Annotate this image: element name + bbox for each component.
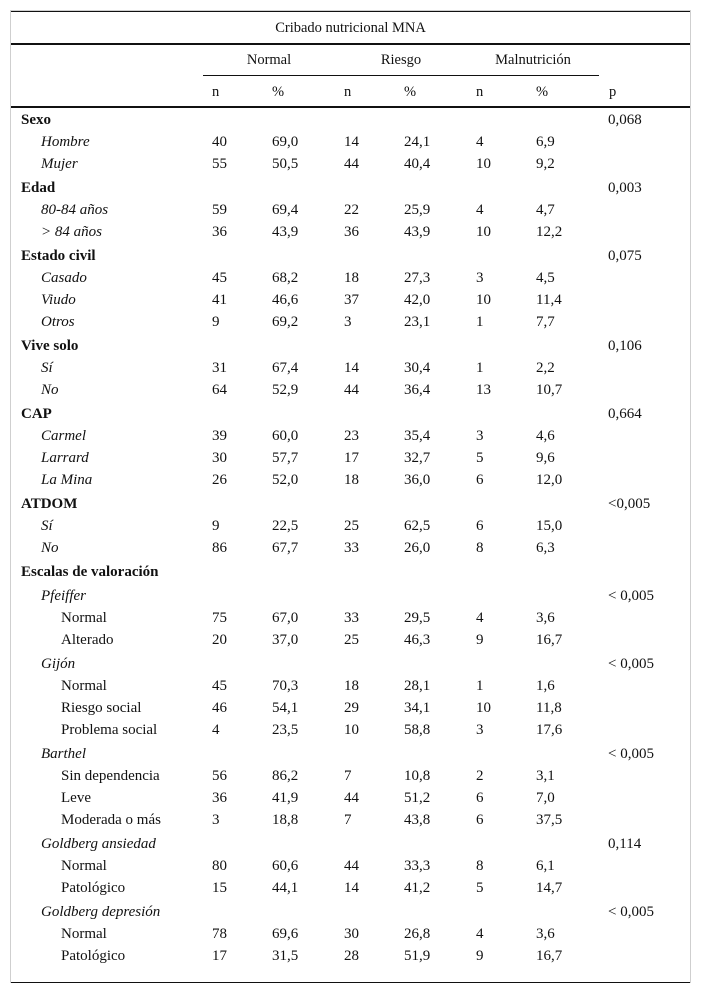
row-label: Patológico <box>61 880 126 896</box>
table-cell: 68,2 <box>272 270 299 286</box>
table-cell: 3 <box>212 812 220 828</box>
table-cell: 67,7 <box>272 540 299 556</box>
p-value: < 0,005 <box>608 588 654 604</box>
table-cell: 31 <box>212 360 227 376</box>
row-label: Estado civil <box>21 248 96 264</box>
p-value-header: p <box>609 84 617 100</box>
p-value: <0,005 <box>608 496 651 512</box>
table-cell: 18 <box>344 270 359 286</box>
table-cell: 4,5 <box>536 270 555 286</box>
table-cell: 13 <box>476 382 491 398</box>
table-cell: 10,8 <box>404 768 431 784</box>
table-cell: 15 <box>212 880 227 896</box>
table-cell: 70,3 <box>272 678 299 694</box>
table-cell: 37,0 <box>272 632 299 648</box>
table-cell: 10 <box>476 700 491 716</box>
table-cell: 5 <box>476 880 484 896</box>
table-cell: 52,9 <box>272 382 299 398</box>
table-cell: 37,5 <box>536 812 563 828</box>
table-cell: 6 <box>476 518 484 534</box>
table-cell: 36 <box>212 224 227 240</box>
table-cell: 64 <box>212 382 227 398</box>
table-cell: 9 <box>212 314 220 330</box>
table-cell: 6 <box>476 790 484 806</box>
table-cell: 7 <box>344 768 352 784</box>
p-value: 0,068 <box>608 112 642 128</box>
table-cell: 1 <box>476 678 484 694</box>
row-label: Otros <box>41 314 75 330</box>
row-label: Hombre <box>41 134 90 150</box>
row-label: Gijón <box>41 656 76 672</box>
table-cell: 33 <box>344 540 359 556</box>
row-label: Alterado <box>61 632 114 648</box>
table-cell: 80 <box>212 858 227 874</box>
table-cell: 16,7 <box>536 632 563 648</box>
table-cell: 14 <box>344 134 359 150</box>
table-cell: 8 <box>476 540 484 556</box>
p-value: 0,106 <box>608 338 642 354</box>
table-cell: 14 <box>344 360 359 376</box>
table-cell: 10 <box>476 292 491 308</box>
table-cell: 36 <box>212 790 227 806</box>
table-cell: 69,0 <box>272 134 299 150</box>
group-rule <box>203 75 599 76</box>
bottom-rule <box>11 982 690 983</box>
table-cell: 3 <box>476 270 484 286</box>
table-cell: 6,3 <box>536 540 555 556</box>
table-cell: 11,4 <box>536 292 562 308</box>
table-cell: 30 <box>212 450 227 466</box>
table-container <box>10 10 691 983</box>
table-cell: 33 <box>344 610 359 626</box>
table-cell: 46 <box>212 700 227 716</box>
table-cell: 32,7 <box>404 450 431 466</box>
row-label: La Mina <box>41 472 93 488</box>
table-cell: 17,6 <box>536 722 563 738</box>
row-label: Barthel <box>41 746 86 762</box>
table-cell: 78 <box>212 926 227 942</box>
title-rule <box>11 43 690 45</box>
row-label: Escalas de valoración <box>21 564 159 580</box>
table-cell: 44 <box>344 858 359 874</box>
table-cell: 14 <box>344 880 359 896</box>
table-cell: 23,5 <box>272 722 299 738</box>
header-rule <box>11 106 690 108</box>
p-value: < 0,005 <box>608 656 654 672</box>
table-cell: 9 <box>476 632 484 648</box>
row-label: Edad <box>21 180 56 196</box>
table-cell: 12,0 <box>536 472 563 488</box>
table-cell: 51,9 <box>404 948 431 964</box>
row-label: > 84 años <box>41 224 102 240</box>
table-cell: 46,6 <box>272 292 299 308</box>
row-label: No <box>41 540 59 556</box>
row-label: Goldberg ansiedad <box>41 836 156 852</box>
table-cell: 16,7 <box>536 948 563 964</box>
table-cell: 37 <box>344 292 359 308</box>
table-cell: 18 <box>344 472 359 488</box>
row-label: Normal <box>61 858 107 874</box>
table-cell: 40,4 <box>404 156 431 172</box>
table-cell: 69,4 <box>272 202 299 218</box>
table-cell: 41,9 <box>272 790 299 806</box>
table-cell: 7,0 <box>536 790 555 806</box>
table-cell: 75 <box>212 610 227 626</box>
table-cell: 28,1 <box>404 678 431 694</box>
table-cell: 23 <box>344 428 359 444</box>
row-label: Goldberg depresión <box>41 904 161 920</box>
table-cell: 4 <box>476 202 484 218</box>
table-cell: 6 <box>476 472 484 488</box>
table-cell: 56 <box>212 768 227 784</box>
table-cell: 41 <box>212 292 227 308</box>
group-header-riesgo: Riesgo <box>380 52 422 68</box>
subheader-cell: % <box>536 84 549 100</box>
p-value: 0,664 <box>608 406 642 422</box>
table-cell: 60,6 <box>272 858 299 874</box>
row-label: Problema social <box>61 722 158 738</box>
row-label: Vive solo <box>21 338 79 354</box>
table-cell: 18,8 <box>272 812 299 828</box>
group-header-normal: Normal <box>246 52 292 68</box>
table-cell: 3,6 <box>536 926 555 942</box>
table-cell: 24,1 <box>404 134 431 150</box>
table-cell: 26 <box>212 472 227 488</box>
table-cell: 3,1 <box>536 768 555 784</box>
table-cell: 10 <box>476 224 491 240</box>
table-cell: 7,7 <box>536 314 555 330</box>
subheader-cell: % <box>404 84 417 100</box>
row-label: Normal <box>61 926 107 942</box>
table-cell: 46,3 <box>404 632 431 648</box>
row-label: Normal <box>61 610 107 626</box>
table-cell: 3 <box>476 428 484 444</box>
table-cell: 9,6 <box>536 450 555 466</box>
table-cell: 44 <box>344 382 359 398</box>
table-cell: 23,1 <box>404 314 431 330</box>
table-cell: 52,0 <box>272 472 299 488</box>
table-cell: 29 <box>344 700 359 716</box>
table-cell: 9 <box>476 948 484 964</box>
table-cell: 57,7 <box>272 450 299 466</box>
row-label: Riesgo social <box>61 700 142 716</box>
table-cell: 9 <box>212 518 220 534</box>
table-cell: 22,5 <box>272 518 299 534</box>
table-cell: 14,7 <box>536 880 563 896</box>
table-cell: 59 <box>212 202 227 218</box>
row-label: Normal <box>61 678 107 694</box>
table-cell: 17 <box>344 450 359 466</box>
table-cell: 60,0 <box>272 428 299 444</box>
p-value: 0,075 <box>608 248 642 264</box>
subheader-cell: n <box>344 84 352 100</box>
table-cell: 11,8 <box>536 700 562 716</box>
table-cell: 43,8 <box>404 812 431 828</box>
table-cell: 4,7 <box>536 202 555 218</box>
table-cell: 5 <box>476 450 484 466</box>
p-value: < 0,005 <box>608 746 654 762</box>
table-cell: 69,6 <box>272 926 299 942</box>
table-cell: 45 <box>212 270 227 286</box>
row-label: Pfeiffer <box>41 588 86 604</box>
table-cell: 4,6 <box>536 428 555 444</box>
table-cell: 18 <box>344 678 359 694</box>
table-cell: 62,5 <box>404 518 431 534</box>
row-label: Leve <box>61 790 91 806</box>
table-cell: 9,2 <box>536 156 555 172</box>
table-cell: 58,8 <box>404 722 431 738</box>
table-cell: 44 <box>344 156 359 172</box>
table-cell: 34,1 <box>404 700 431 716</box>
table-cell: 3,6 <box>536 610 555 626</box>
table-cell: 86,2 <box>272 768 299 784</box>
table-cell: 45 <box>212 678 227 694</box>
table-cell: 10 <box>476 156 491 172</box>
table-cell: 54,1 <box>272 700 299 716</box>
row-label: Moderada o más <box>61 812 161 828</box>
table-cell: 20 <box>212 632 227 648</box>
table-cell: 25 <box>344 632 359 648</box>
table-cell: 26,0 <box>404 540 431 556</box>
group-header-malnutricion: Malnutrición <box>495 52 571 68</box>
table-cell: 1 <box>476 314 484 330</box>
table-cell: 55 <box>212 156 227 172</box>
table-cell: 17 <box>212 948 227 964</box>
table-cell: 33,3 <box>404 858 431 874</box>
table-cell: 25 <box>344 518 359 534</box>
table-cell: 10,7 <box>536 382 563 398</box>
table-cell: 67,4 <box>272 360 299 376</box>
row-label: Sexo <box>21 112 51 128</box>
subheader-cell: % <box>272 84 285 100</box>
table-cell: 28 <box>344 948 359 964</box>
table-cell: 39 <box>212 428 227 444</box>
row-label: Casado <box>41 270 87 286</box>
row-label: Mujer <box>41 156 78 172</box>
row-label: Larrard <box>41 450 89 466</box>
table-cell: 26,8 <box>404 926 431 942</box>
row-label: Sin dependencia <box>61 768 160 784</box>
table-cell: 15,0 <box>536 518 563 534</box>
row-label: 80-84 años <box>41 202 109 218</box>
table-cell: 36,4 <box>404 382 431 398</box>
table-cell: 86 <box>212 540 227 556</box>
row-label: CAP <box>21 406 52 422</box>
table-cell: 3 <box>476 722 484 738</box>
row-label: No <box>41 382 59 398</box>
table-cell: 51,2 <box>404 790 431 806</box>
table-cell: 30,4 <box>404 360 431 376</box>
row-label: Viudo <box>41 292 76 308</box>
table-cell: 8 <box>476 858 484 874</box>
table-cell: 35,4 <box>404 428 431 444</box>
row-label: Carmel <box>41 428 86 444</box>
table-cell: 3 <box>344 314 352 330</box>
row-label: ATDOM <box>21 496 78 512</box>
table-cell: 41,2 <box>404 880 431 896</box>
table-cell: 27,3 <box>404 270 431 286</box>
table-cell: 4 <box>476 134 484 150</box>
table-cell: 22 <box>344 202 359 218</box>
row-label: Patológico <box>61 948 126 964</box>
table-cell: 2,2 <box>536 360 555 376</box>
table-cell: 2 <box>476 768 484 784</box>
table-cell: 6 <box>476 812 484 828</box>
table-cell: 30 <box>344 926 359 942</box>
table-cell: 40 <box>212 134 227 150</box>
table-cell: 7 <box>344 812 352 828</box>
p-value: < 0,005 <box>608 904 654 920</box>
table-cell: 43,9 <box>272 224 299 240</box>
table-cell: 36 <box>344 224 359 240</box>
table-cell: 25,9 <box>404 202 431 218</box>
table-cell: 31,5 <box>272 948 299 964</box>
table-cell: 44 <box>344 790 359 806</box>
table-cell: 12,2 <box>536 224 563 240</box>
table-cell: 10 <box>344 722 359 738</box>
table-cell: 4 <box>476 610 484 626</box>
table-cell: 1 <box>476 360 484 376</box>
table-cell: 67,0 <box>272 610 299 626</box>
table-cell: 6,1 <box>536 858 555 874</box>
table-cell: 29,5 <box>404 610 431 626</box>
table-cell: 69,2 <box>272 314 299 330</box>
row-label: Sí <box>41 518 53 534</box>
table-cell: 4 <box>476 926 484 942</box>
p-value: 0,114 <box>608 836 642 852</box>
table-cell: 44,1 <box>272 880 299 896</box>
table-cell: 42,0 <box>404 292 431 308</box>
table-cell: 36,0 <box>404 472 431 488</box>
table-cell: 43,9 <box>404 224 431 240</box>
table-title: Cribado nutricional MNA <box>275 20 426 36</box>
p-value: 0,003 <box>608 180 642 196</box>
table-cell: 50,5 <box>272 156 299 172</box>
table-cell: 1,6 <box>536 678 555 694</box>
subheader-cell: n <box>476 84 484 100</box>
table-cell: 6,9 <box>536 134 555 150</box>
subheader-cell: n <box>212 84 220 100</box>
row-label: Sí <box>41 360 53 376</box>
top-rule <box>11 11 690 12</box>
table-cell: 4 <box>212 722 220 738</box>
